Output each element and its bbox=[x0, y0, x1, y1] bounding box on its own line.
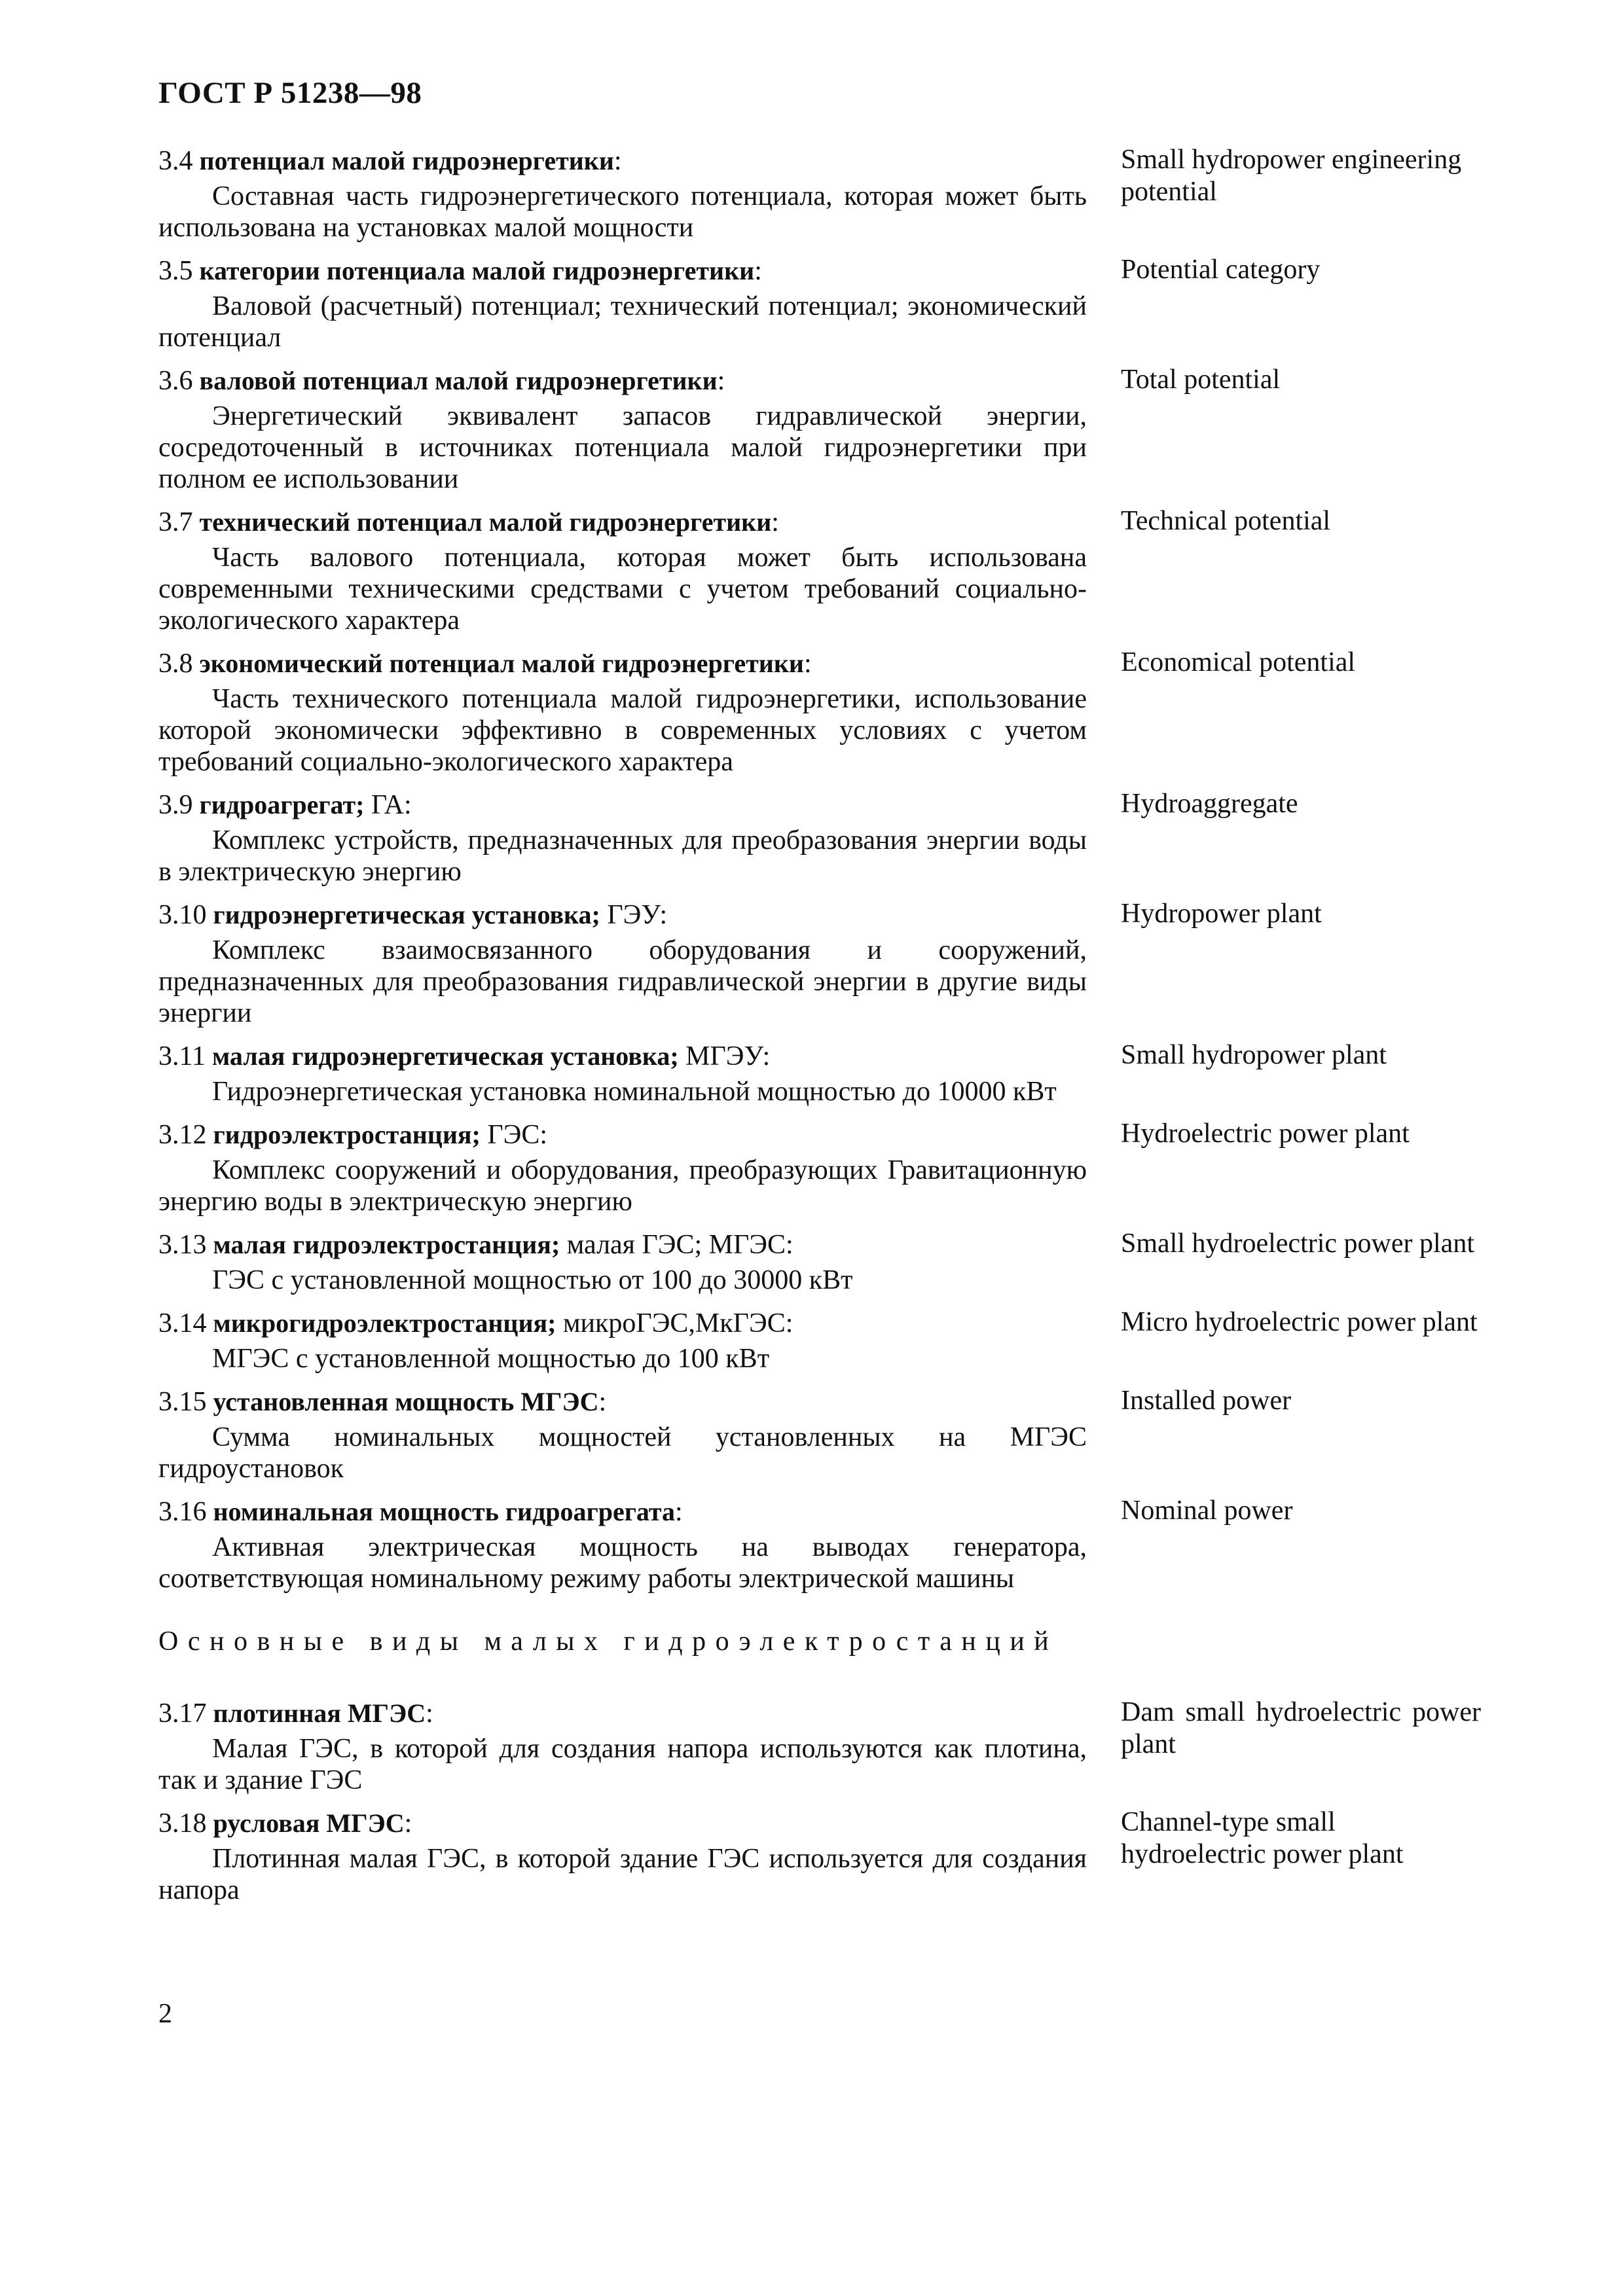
term-english: Channel-type small hydroelectric power plant bbox=[1121, 1807, 1404, 1869]
term-suffix: малая ГЭС; МГЭС: bbox=[560, 1230, 793, 1260]
term-entry bbox=[158, 1805, 1481, 1906]
term-entry bbox=[158, 1695, 1481, 1796]
term-heading bbox=[158, 253, 1087, 289]
term-russian bbox=[158, 1305, 1087, 1374]
term-number: 3.5 bbox=[158, 256, 193, 286]
term-name: гидроэнергетическая установка; bbox=[213, 900, 600, 929]
term-entry bbox=[158, 897, 1481, 1029]
term-definition: Комплекс сооружений и оборудования, преобразующих Гравитационную энергию воды в электрическую энергию bbox=[158, 1155, 1087, 1217]
term-entry bbox=[158, 787, 1481, 888]
term-name: установленная мощность МГЭС bbox=[213, 1387, 599, 1416]
term-number: 3.10 bbox=[158, 900, 207, 930]
term-name: русловая МГЭС bbox=[213, 1808, 405, 1838]
term-heading bbox=[158, 1695, 1087, 1732]
term-suffix: ГА: bbox=[364, 790, 412, 820]
page-number: 2 bbox=[158, 1999, 172, 2029]
term-english: Technical potential bbox=[1121, 506, 1331, 536]
term-entry bbox=[158, 1038, 1481, 1107]
term-definition: ГЭС с установленной мощностью от 100 до 30000 кВт bbox=[212, 1265, 853, 1295]
term-number: 3.4 bbox=[158, 146, 193, 176]
term-entry bbox=[158, 645, 1481, 778]
term-definition: Часть технического потенциала малой гидроэнергетики, использование которой экономически эффективно в современных условиях с учетом требований социально-экологического характера bbox=[158, 684, 1087, 777]
term-heading bbox=[158, 1305, 1087, 1342]
term-name: потенциал малой гидроэнергетики bbox=[199, 146, 614, 175]
term-definition: Составная часть гидроэнергетического потенциала, которая может быть использована на установках малой мощности bbox=[158, 181, 1087, 243]
term-name: малая гидроэнергетическая установка; bbox=[211, 1041, 679, 1071]
term-number: 3.14 bbox=[158, 1308, 207, 1338]
term-entry bbox=[158, 1494, 1481, 1594]
term-name: гидроагрегат; bbox=[199, 790, 365, 819]
term-heading bbox=[158, 1038, 1087, 1075]
term-number: 3.18 bbox=[158, 1808, 207, 1839]
term-heading bbox=[158, 1227, 1087, 1263]
term-definition: Часть валового потенциала, которая может быть использована современными техническими средствами с учетом требований социально-экологического характера bbox=[158, 543, 1087, 636]
term-heading bbox=[158, 645, 1087, 682]
term-heading bbox=[158, 363, 1087, 399]
term-english: Total potential bbox=[1121, 365, 1281, 395]
term-russian bbox=[158, 645, 1087, 778]
term-english: Hydroaggregate bbox=[1121, 789, 1298, 819]
term-english: Hydroelectric power plant bbox=[1121, 1119, 1410, 1149]
term-suffix: : bbox=[613, 146, 622, 176]
document-body bbox=[158, 143, 1481, 1915]
term-russian bbox=[158, 143, 1087, 243]
term-name: гидроэлектростанция; bbox=[213, 1120, 481, 1149]
term-heading bbox=[158, 143, 1087, 179]
term-entry bbox=[158, 363, 1481, 495]
term-name: микрогидроэлектростанция; bbox=[213, 1308, 556, 1338]
term-number: 3.11 bbox=[158, 1041, 206, 1071]
term-definition: Комплекс взаимосвязанного оборудования и сооружений, предназначенных для преобразования гидравлической энергии в другие виды энергии bbox=[158, 935, 1087, 1028]
term-suffix: микроГЭС,МкГЭС: bbox=[556, 1308, 793, 1338]
page-header: ГОСТ Р 51238—98 bbox=[158, 76, 422, 110]
term-heading bbox=[158, 787, 1087, 823]
term-definition: Валовой (расчетный) потенциал; технический потенциал; экономический потенциал bbox=[158, 291, 1087, 353]
term-definition: МГЭС с установленной мощностью до 100 кВт bbox=[212, 1344, 770, 1374]
term-name: номинальная мощность гидроагрегата bbox=[213, 1497, 675, 1526]
term-russian bbox=[158, 787, 1087, 888]
term-suffix: : bbox=[803, 649, 812, 679]
term-russian bbox=[158, 1384, 1087, 1484]
section-title: Основные виды малых гидроэлектростанций bbox=[158, 1626, 1059, 1657]
term-english: Installed power bbox=[1121, 1386, 1292, 1416]
term-number: 3.13 bbox=[158, 1230, 207, 1260]
term-number: 3.8 bbox=[158, 649, 193, 679]
term-russian bbox=[158, 1805, 1087, 1906]
term-entry bbox=[158, 143, 1481, 243]
term-heading bbox=[158, 1384, 1087, 1420]
term-english: Potential category bbox=[1121, 255, 1321, 285]
term-definition: Малая ГЭС, в которой для создания напора используются как плотина, так и здание ГЭС bbox=[158, 1734, 1087, 1795]
term-suffix: : bbox=[754, 256, 762, 286]
term-definition: Активная электрическая мощность на выводах генератора, соответствующая номинальному режиму работы электрической машины bbox=[158, 1532, 1087, 1594]
term-definition: Плотинная малая ГЭС, в которой здание ГЭС используется для создания напора bbox=[158, 1844, 1087, 1905]
term-russian bbox=[158, 253, 1087, 353]
term-number: 3.6 bbox=[158, 366, 193, 396]
term-suffix: : bbox=[404, 1808, 412, 1839]
term-english: Hydropower plant bbox=[1121, 899, 1322, 929]
term-name: плотинная МГЭС bbox=[213, 1698, 426, 1728]
term-suffix: : bbox=[717, 366, 725, 396]
term-suffix: : bbox=[426, 1698, 433, 1729]
term-english: Small hydroelectric power plant bbox=[1121, 1229, 1474, 1259]
term-english: Micro hydroelectric power plant bbox=[1121, 1307, 1478, 1337]
term-entry bbox=[158, 253, 1481, 353]
term-heading bbox=[158, 897, 1087, 933]
term-suffix: МГЭУ: bbox=[678, 1041, 771, 1071]
term-entry bbox=[158, 504, 1481, 636]
term-number: 3.16 bbox=[158, 1497, 207, 1527]
term-heading bbox=[158, 1805, 1087, 1842]
term-entry bbox=[158, 1305, 1481, 1374]
term-suffix: : bbox=[771, 507, 779, 537]
term-russian bbox=[158, 1695, 1087, 1796]
term-name: экономический потенциал малой гидроэнергетики bbox=[199, 649, 804, 678]
term-name: малая гидроэлектростанция; bbox=[213, 1230, 560, 1259]
term-suffix: : bbox=[598, 1387, 607, 1417]
term-name: технический потенциал малой гидроэнергетики bbox=[199, 507, 772, 537]
term-number: 3.9 bbox=[158, 790, 193, 820]
term-definition: Комплекс устройств, предназначенных для преобразования энергии воды в электрическую энергию bbox=[158, 825, 1087, 887]
term-russian bbox=[158, 363, 1087, 495]
term-russian bbox=[158, 1038, 1087, 1107]
term-number: 3.12 bbox=[158, 1120, 207, 1150]
term-entry bbox=[158, 1117, 1481, 1217]
term-number: 3.17 bbox=[158, 1698, 207, 1729]
term-name: категории потенциала малой гидроэнергетики bbox=[199, 256, 755, 285]
term-definition: Гидроэнергетическая установка номинальной мощностью до 10000 кВт bbox=[212, 1077, 1057, 1107]
term-suffix: : bbox=[674, 1497, 683, 1527]
term-number: 3.7 bbox=[158, 507, 193, 537]
term-suffix: ГЭУ: bbox=[600, 900, 668, 930]
term-english: Small hydropower plant bbox=[1121, 1040, 1387, 1070]
term-english: Nominal power bbox=[1121, 1496, 1293, 1526]
term-russian bbox=[158, 504, 1087, 636]
term-heading bbox=[158, 1117, 1087, 1153]
term-english: Dam small hydroelectric power plant bbox=[1121, 1697, 1481, 1759]
term-entry bbox=[158, 1227, 1481, 1296]
term-russian bbox=[158, 1227, 1087, 1296]
term-english: Small hydropower engineering potential bbox=[1121, 145, 1462, 207]
term-definition: Сумма номинальных мощностей установленных на МГЭС гидроустановок bbox=[158, 1422, 1087, 1484]
term-entry bbox=[158, 1384, 1481, 1484]
term-definition: Энергетический эквивалент запасов гидравлической энергии, сосредоточенный в источниках потенциала малой гидроэнергетики при полном ее использовании bbox=[158, 401, 1087, 494]
term-russian bbox=[158, 897, 1087, 1029]
term-number: 3.15 bbox=[158, 1387, 207, 1417]
term-english: Economical potential bbox=[1121, 647, 1356, 677]
term-heading bbox=[158, 504, 1087, 541]
term-russian bbox=[158, 1117, 1087, 1217]
terms-list-secondary bbox=[158, 1695, 1481, 1906]
term-name: валовой потенциал малой гидроэнергетики bbox=[199, 366, 718, 395]
terms-list bbox=[158, 143, 1481, 1594]
term-russian bbox=[158, 1494, 1087, 1594]
term-heading bbox=[158, 1494, 1087, 1530]
term-suffix: ГЭС: bbox=[480, 1120, 548, 1150]
